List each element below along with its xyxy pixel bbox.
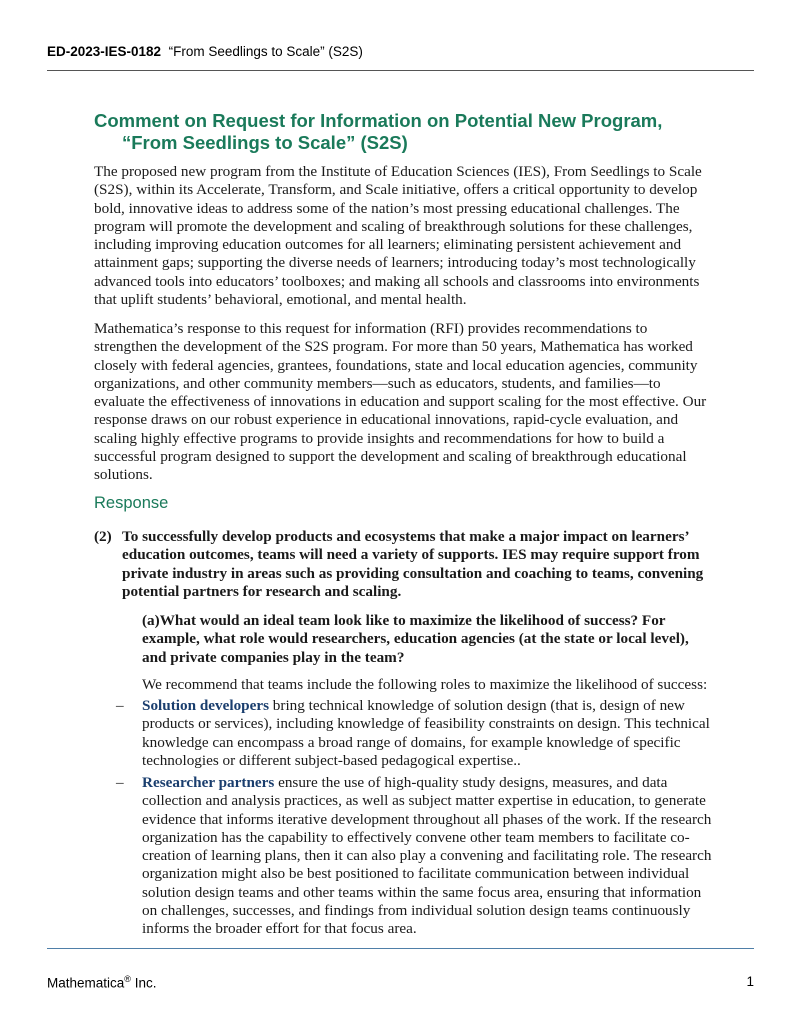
page-number: 1 xyxy=(746,974,754,989)
page-footer xyxy=(47,974,754,991)
page-header xyxy=(47,44,747,59)
document-short-title: “From Seedlings to Scale” (S2S) xyxy=(168,44,363,59)
intro-paragraph-1: The proposed new program from the Institute of Education Sciences (IES), From Seedlings to Scale (S2S), within its Accelerate, Transform, and Scale initiative, offers a critical opportunity to develop bold, innovative ideas to address some of the nation’s most pressing educational challenges. The program will promote the development and scaling of breakthrough solutions for these challenges, including improving education outcomes for all learners; eliminating persistent achievement and attainment gaps; supporting the diverse needs of learners; introducing today’s most technologically advanced tools into educators’ toolboxes; and making all schools and classrooms into environments that uplift students’ behavioral, emotional, and mental health. xyxy=(94,163,702,309)
role-term: Researcher partners xyxy=(142,774,275,791)
question-number: (a) xyxy=(142,612,160,629)
question-2 xyxy=(94,528,714,601)
role-description: ensure the use of high-quality study designs, measures, and data collection and analysis practices, as well as subject matter expertise in education, to generate evidence that informs iterative development throughout all phases of the work. If the research organization has the capability to effectively convene other team members to facilitate co-creation of learning plans, then it can also play a convening and facilitating role. The research organization might also be best positioned to facilitate communication between individual solution design teams and other teams within the same focus area, ensuring that information on challenges, successes, and findings from individual solution design teams continuously informs the broader effort for that focus area. xyxy=(142,774,712,938)
recommendation-intro: We recommend that teams include the following roles to maximize the likelihood of success: xyxy=(142,676,708,693)
question-text: To successfully develop products and ecosystems that make a major impact on learners’ education outcomes, teams will need a variety of supports. IES may require support from private industry in areas such as providing consultation and coaching to teams, convening potential partners for research and scaling. xyxy=(122,528,704,600)
dash-bullet: – xyxy=(116,774,124,791)
question-text: What would an ideal team look like to maximize the likelihood of success? For example, what role would researchers, education agencies (at the state or local level), and private companies play in the team? xyxy=(142,612,689,666)
header-divider xyxy=(47,70,754,71)
list-item xyxy=(94,697,714,770)
question-2a xyxy=(121,612,715,667)
dash-bullet: – xyxy=(116,697,124,714)
response-heading: Response xyxy=(94,494,169,512)
registered-mark: ® xyxy=(124,974,131,984)
document-id: ED-2023-IES-0182 xyxy=(47,44,162,59)
title-line-1: Comment on Request for Information on Potential New Program, xyxy=(94,110,663,131)
role-term: Solution developers xyxy=(142,697,269,714)
footer-org: Mathematica xyxy=(47,975,125,991)
title-line-2: “From Seedlings to Scale” (S2S) xyxy=(122,132,408,153)
list-item xyxy=(94,774,714,939)
question-number: (2) xyxy=(94,528,112,545)
role-description: bring technical knowledge of solution design (that is, design of new products or services), including knowledge of feasibility constraints on design. This technical knowledge can encompass a broad range of domains, for example knowledge of specific technologies or different subject-based pedagogical expertise.. xyxy=(142,697,710,769)
intro-paragraph-2: Mathematica’s response to this request for information (RFI) provides recommendations to strengthen the development of the S2S program. For more than 50 years, Mathematica has worked closely with federal agencies, grantees, foundations, state and local education agencies, community organizations, and other community members—such as educators, students, and families—to evaluate the effectiveness of innovations in education and support scaling for the most effective. Our response draws on our robust experience in educational innovations, rapid-cycle evaluation, and scaling highly effective programs to provide insights and recommendations for how to build a successful program designed to support the development and scaling of breakthrough educational solutions. xyxy=(94,320,707,484)
footer-divider xyxy=(47,948,754,949)
footer-org-suffix: Inc. xyxy=(130,975,157,991)
page-title xyxy=(94,110,734,154)
